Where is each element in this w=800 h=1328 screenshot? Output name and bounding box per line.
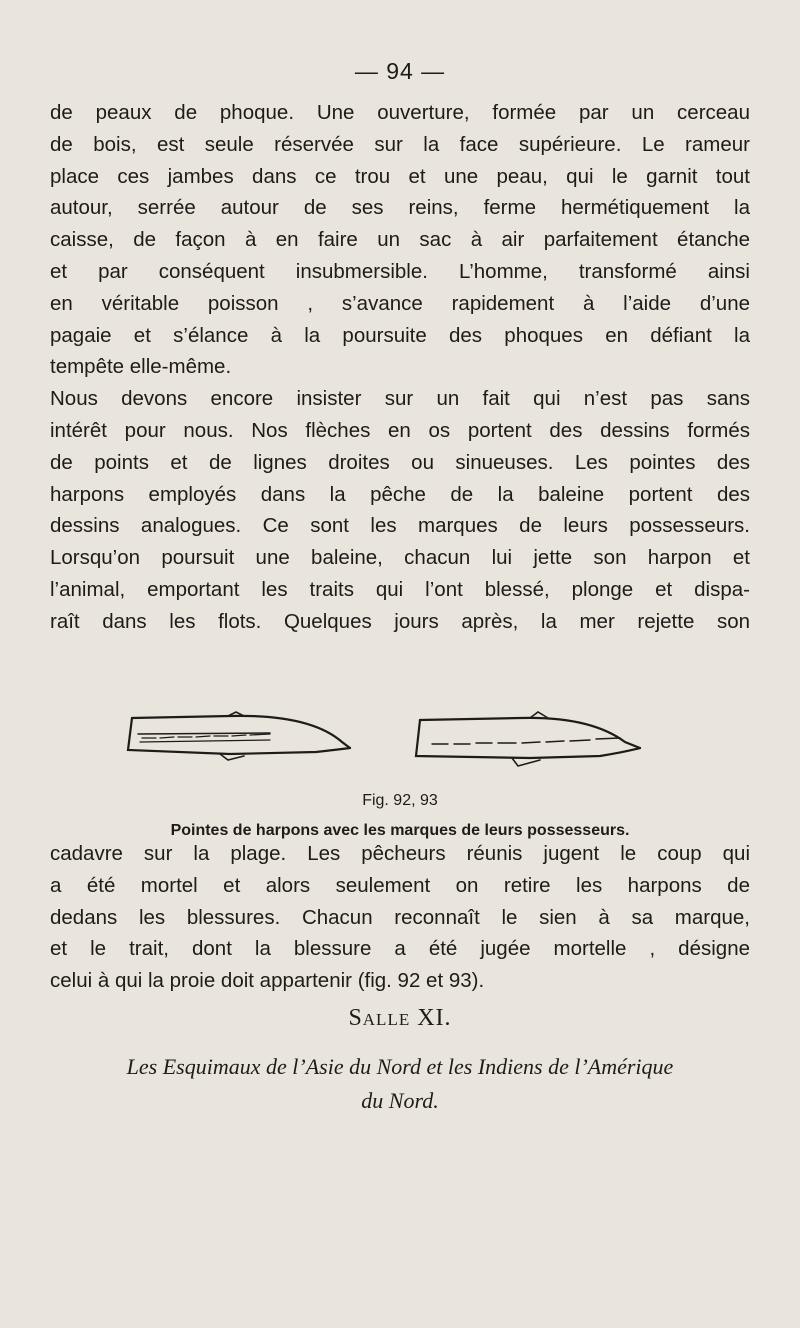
subtitle-line: Les Esquimaux de l’Asie du Nord et les Indiens de l’Amérique — [126, 1054, 674, 1079]
text-line: en véritable poisson , s’avance rapidement à l’aide d’une — [50, 291, 750, 315]
harpoon-illustrations — [120, 700, 710, 790]
text-line: dessins analogues. Ce sont les marques de leurs possesseurs. — [50, 514, 750, 538]
text-line: cadavre sur la plage. Les pêcheurs réunis jugent le coup qui — [50, 842, 750, 865]
harpoon-fig-92 — [128, 712, 350, 760]
text-line: de bois, est seule réservée sur la face supérieure. Le rameur — [50, 132, 750, 156]
text-line: harpons employés dans la pêche de la baleine portent des — [50, 482, 750, 506]
harpoon-figure — [120, 700, 710, 790]
text-line: celui à qui la proie doit appartenir (fig. 92 et 93). — [50, 969, 485, 993]
text-line: l’animal, emportant les traits qui l’ont blessé, plonge et dispa- — [50, 577, 750, 601]
subtitle-line: du Nord. — [361, 1088, 439, 1113]
text-line: de peaux de phoque. Une ouverture, formée par un cerceau — [50, 101, 750, 124]
text-line: Nous devons encore insister sur un fait qui n’est pas sans — [50, 387, 750, 411]
text-line: et par conséquent insubmersible. L’homme, transformé ainsi — [50, 259, 750, 283]
page-number: — 94 — — [354, 58, 446, 84]
body-text-top — [50, 97, 750, 638]
section-title: Salle XI. — [348, 1005, 452, 1031]
section-subtitle — [0, 1050, 800, 1118]
text-line: et le trait, dont la blessure a été jugée mortelle , désigne — [50, 937, 750, 961]
text-line: raît dans les flots. Quelques jours après, la mer rejette son — [50, 609, 750, 633]
text-line: place ces jambes dans ce trou et une peau, qui le garnit tout — [50, 164, 750, 188]
harpoon-fig-93 — [416, 712, 640, 766]
figure-caption: Pointes de harpons avec les marques de leurs possesseurs. — [170, 822, 630, 839]
text-line: de points et de lignes droites ou sinueuses. Les pointes des — [50, 450, 750, 474]
text-line: pagaie et s’élance à la poursuite des phoques en défiant la — [50, 323, 750, 347]
text-line: caisse, de façon à en faire un sac à air parfaitement étanche — [50, 228, 750, 252]
text-line: tempête elle-même. — [50, 355, 232, 379]
body-text-bottom — [50, 838, 750, 997]
text-line: Lorsqu’on poursuit une baleine, chacun lui jette son harpon et — [50, 546, 750, 570]
figure-label: Fig. 92, 93 — [362, 792, 438, 809]
text-line: autour, serrée autour de ses reins, ferme hermétiquement la — [50, 196, 750, 220]
text-line: dedans les blessures. Chacun reconnaît le sien à sa marque, — [50, 905, 750, 929]
text-line: a été mortel et alors seulement on retire les harpons de — [50, 873, 750, 897]
text-line: intérêt pour nous. Nos flèches en os portent des dessins formés — [50, 418, 750, 442]
